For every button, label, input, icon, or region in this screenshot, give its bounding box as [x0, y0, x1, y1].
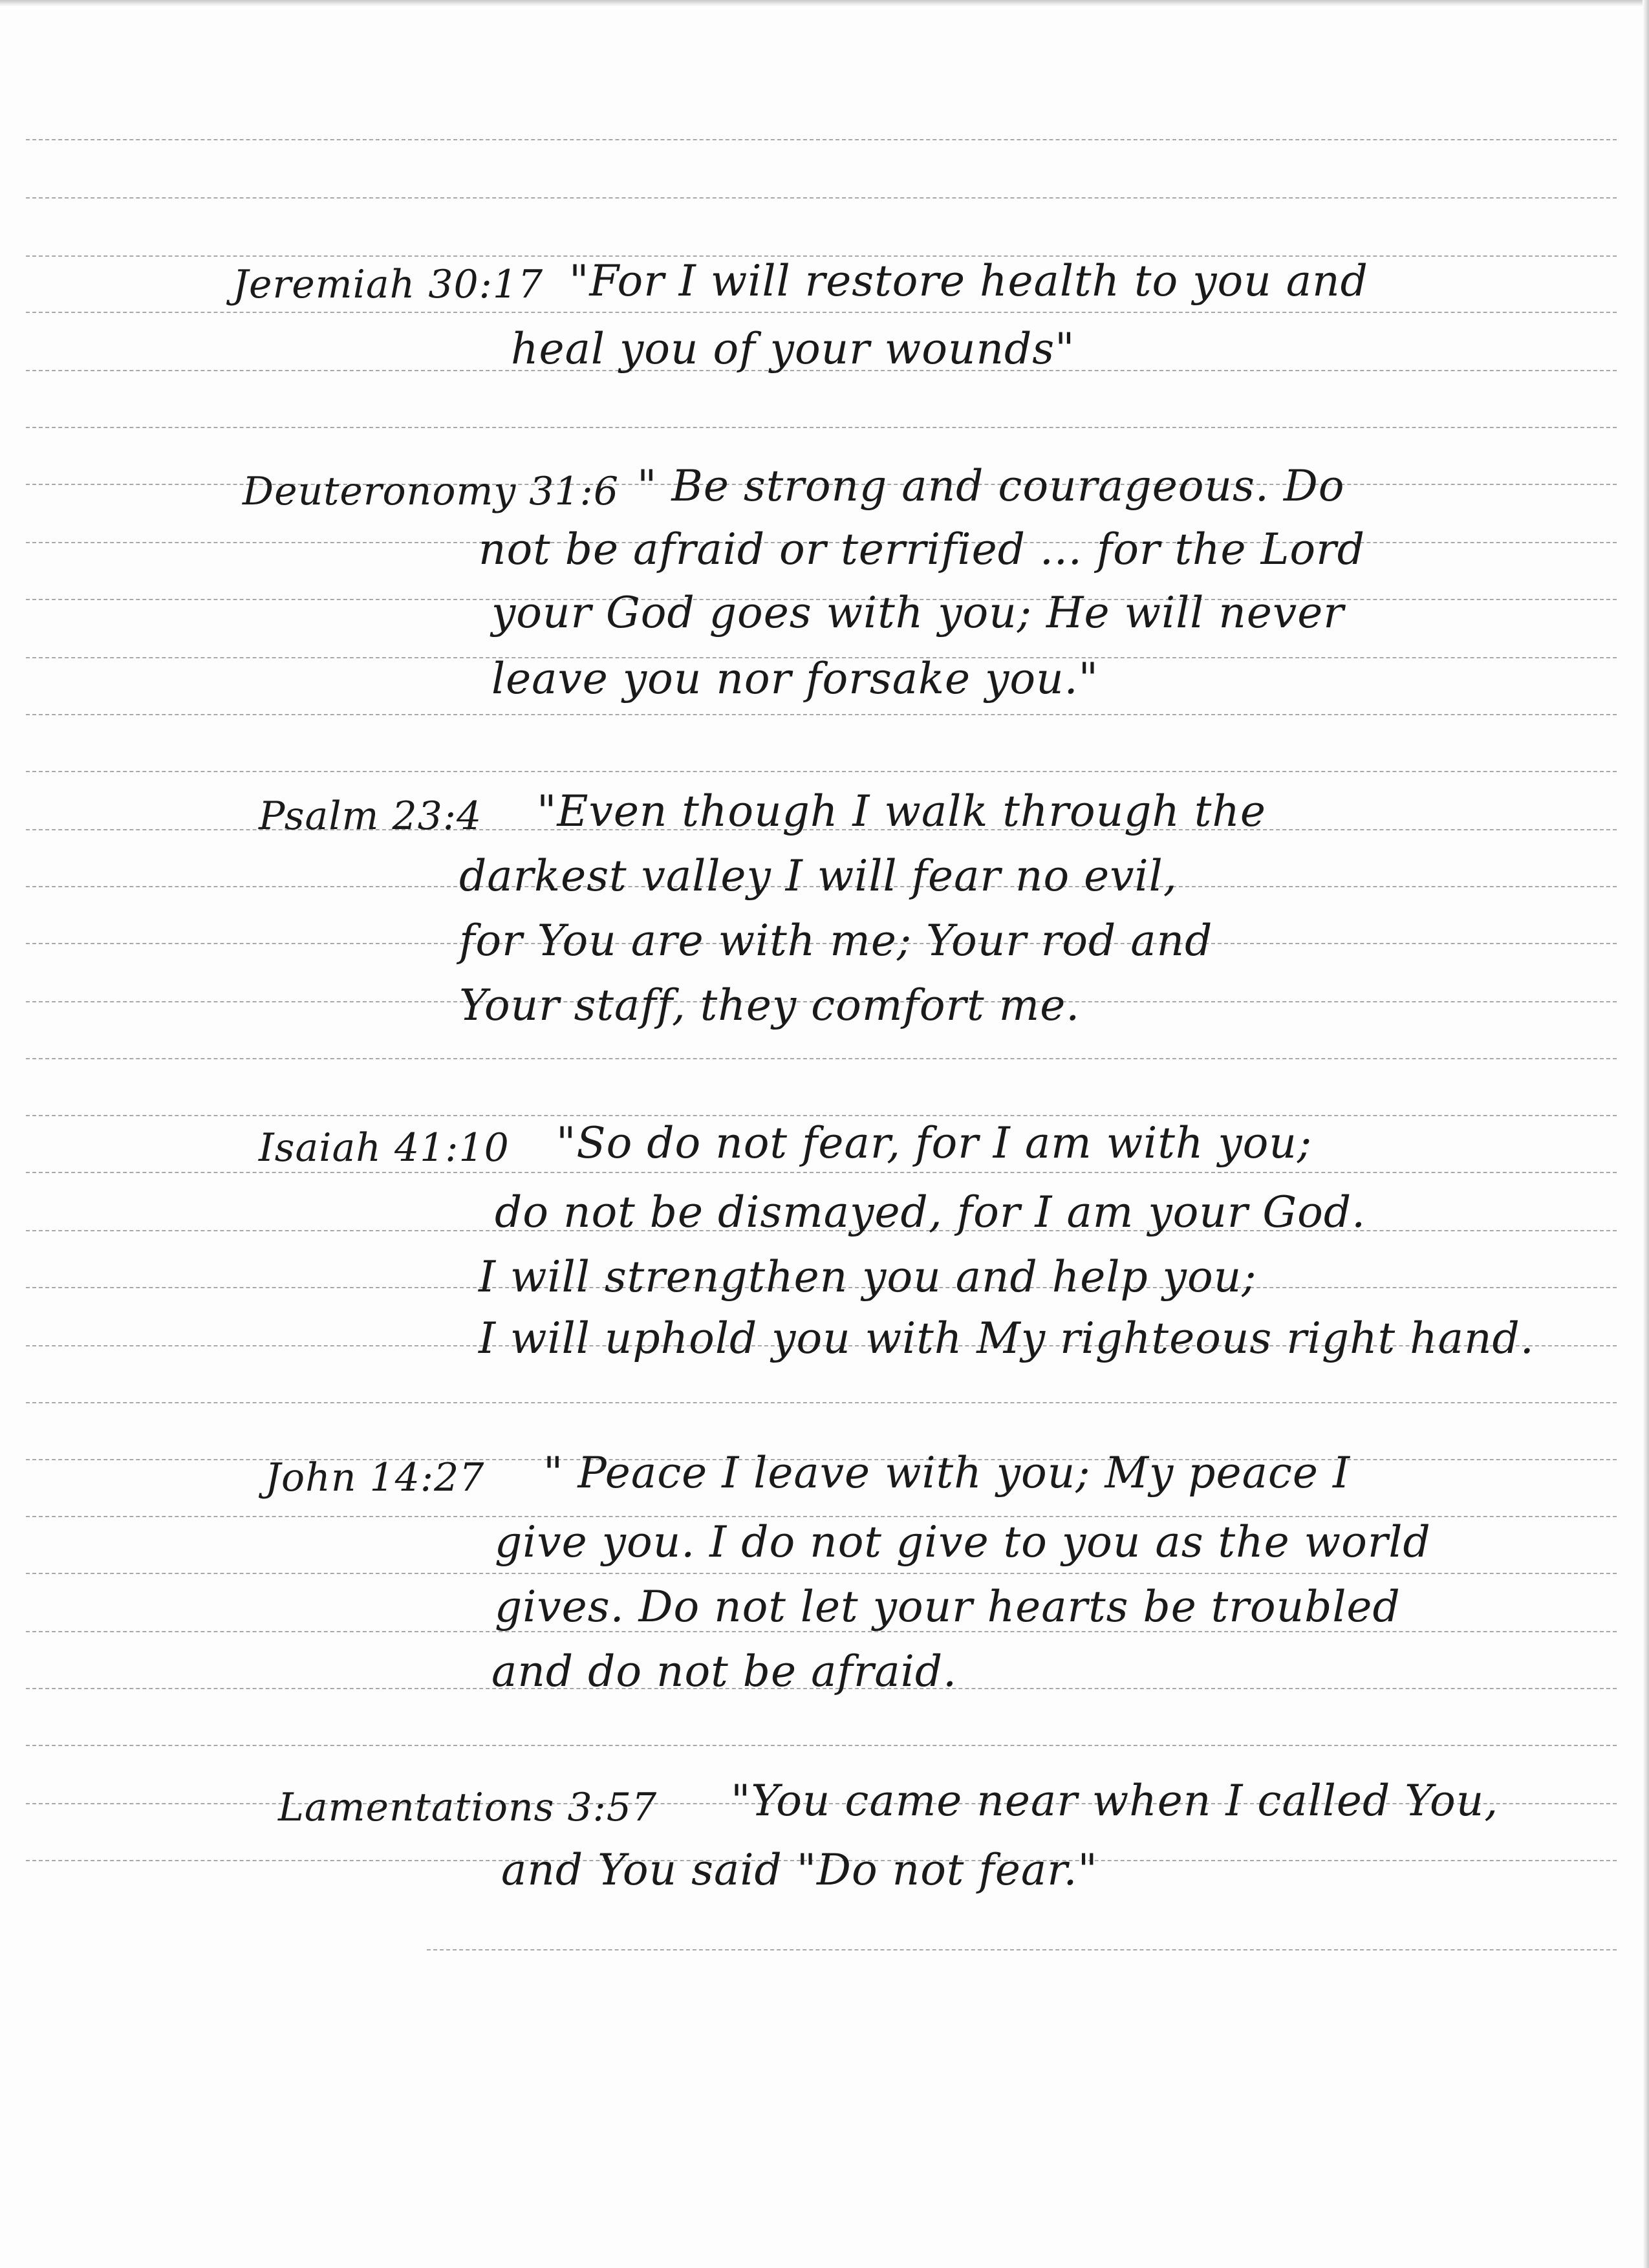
- verse-reference: Deuteronomy 31:6: [242, 469, 620, 514]
- ruled-line: [427, 1949, 1617, 1950]
- verse-line: Your staff, they comfort me.: [459, 980, 1081, 1030]
- ruled-line: [26, 312, 1617, 313]
- ruled-line: [26, 197, 1617, 199]
- verse-line: for You are with me; Your rod and: [459, 916, 1213, 966]
- verse-line: do not be dismayed, for I am your God.: [495, 1187, 1366, 1237]
- ruled-line: [26, 714, 1617, 715]
- ruled-line: [26, 1573, 1617, 1574]
- verse-reference: Jeremiah 30:17: [233, 262, 544, 307]
- verse-line: your God goes with you; He will never: [491, 588, 1344, 638]
- verse-line: heal you of your wounds": [511, 324, 1075, 374]
- ruled-line: [26, 1058, 1617, 1059]
- verse-line: and You said "Do not fear.": [501, 1845, 1098, 1895]
- verse-line: not be afraid or terrified ... for the Lord: [479, 524, 1365, 574]
- verse-line: gives. Do not let your hearts be troubled: [495, 1582, 1401, 1632]
- scan-edge-top: [0, 0, 1649, 6]
- ruled-line: [26, 1402, 1617, 1403]
- verse-line: I will uphold you with My righteous right hand.: [479, 1313, 1535, 1363]
- verse-reference: Isaiah 41:10: [259, 1125, 510, 1171]
- ruled-line: [26, 771, 1617, 772]
- verse-line: "You came near when I called You,: [731, 1776, 1499, 1826]
- verse-line: I will strengthen you and help you;: [479, 1252, 1257, 1302]
- verse-reference: Psalm 23:4: [259, 794, 482, 839]
- ruled-line: [26, 427, 1617, 428]
- verse-line: leave you nor forsake you.": [491, 654, 1099, 704]
- verse-line: and do not be afraid.: [491, 1647, 958, 1696]
- verse-line: " Be strong and courageous. Do: [637, 461, 1345, 511]
- verse-line: give you. I do not give to you as the world: [495, 1517, 1431, 1567]
- verse-reference: Lamentations 3:57: [278, 1785, 658, 1830]
- verse-line: " Peace I leave with you; My peace I: [543, 1448, 1351, 1498]
- ruled-line: [26, 139, 1617, 140]
- scan-edge-right: [1643, 0, 1649, 2268]
- verse-line: "So do not fear, for I am with you;: [556, 1118, 1313, 1168]
- verse-line: "Even though I walk through the: [537, 786, 1266, 836]
- verse-line: darkest valley I will fear no evil,: [459, 851, 1178, 901]
- ruled-line: [26, 1115, 1617, 1116]
- verse-reference: John 14:27: [265, 1455, 485, 1500]
- ruled-line: [26, 1745, 1617, 1746]
- verse-line: "For I will restore health to you and: [569, 256, 1368, 306]
